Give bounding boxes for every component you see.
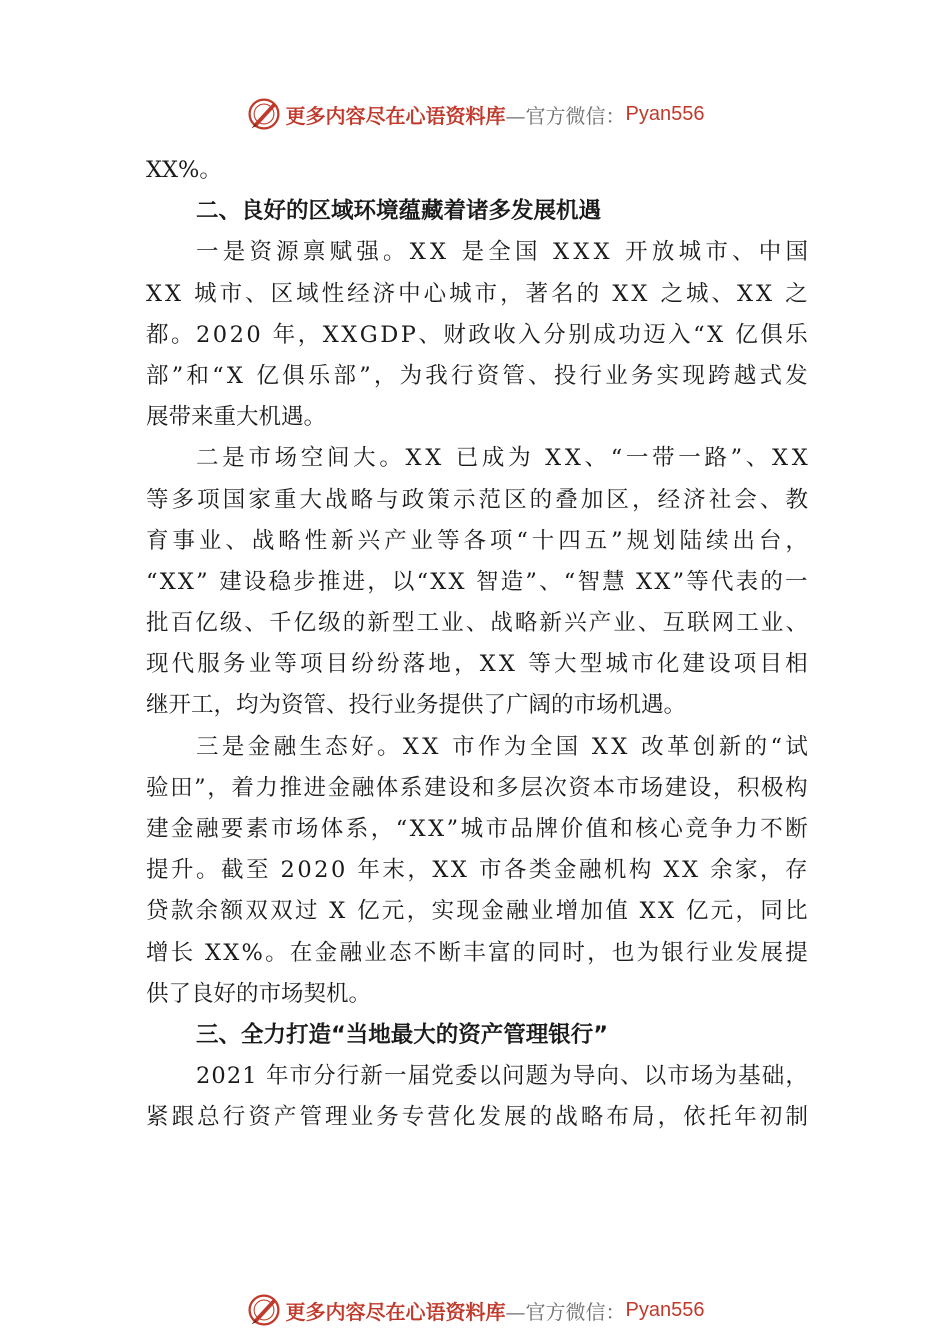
paragraph-first-line: 2 0 2 1 年 市 分 行 新 一 届 党 委 以 问 题 为 导 向 、 以 市 场 为 基 础 ， (196, 1063, 808, 1090)
paragraph-first-line: 三 是 金 融 生 态 好 。 X X 市 作 为 全 国 X X 改 革 创 新 的 “ 试 (196, 733, 808, 760)
text-line: XX%。 (146, 157, 222, 183)
watermark-banner-top (0, 94, 950, 134)
watermark-wechat-label: —官方微信： (505, 103, 626, 128)
text-line: 育 事 业 、 战 略 性 新 兴 产 业 等 各 项 “ 十 四 五 ” 规 划 陆 续 出 台 ， (146, 527, 808, 554)
section-heading: 二、良好的区域环境蕴藏着诸多发展机遇 (196, 198, 602, 225)
text-line: 紧 跟 总 行 资 产 管 理 业 务 专 营 化 发 展 的 战 略 布 局 ， 依 托 年 初 制 (146, 1104, 808, 1131)
text-line: 等 多 项 国 家 重 大 战 略 与 政 策 示 范 区 的 叠 加 区 ， 经 济 社 会 、 教 (146, 486, 808, 513)
text-line: 部 ” 和 “ X 亿 俱 乐 部 ” ， 为 我 行 资 管 、 投 行 业 务 实 现 跨 越 式 发 (146, 362, 808, 389)
section-heading: 三、全力打造“当地最大的资产管理银行” (196, 1021, 609, 1048)
watermark-wechat-label: —官方微信： (505, 1299, 626, 1324)
watermark-banner-bottom (0, 1290, 950, 1330)
document-body (146, 150, 808, 1139)
paragraph-first-line: 二 是 市 场 空 间 大 。 X X 已 成 为 X X 、 “ 一 带 一 路 ” 、 X X (196, 445, 808, 472)
watermark-wechat-id: Pyan556 (625, 102, 705, 125)
text-line: “ X X ” 建 设 稳 步 推 进 ， 以 “ X X 智 造 ” 、 “ 智 慧 X X ” 等 代 表 的 一 (146, 568, 808, 595)
text-line: 贷 款 余 额 双 双 过 X 亿 元 ， 实 现 金 融 业 增 加 值 X X 亿 元 ， 同 比 (146, 898, 808, 925)
watermark-wechat-id: Pyan556 (625, 1298, 705, 1321)
text-line: 现 代 服 务 业 等 项 目 纷 纷 落 地 ， X X 等 大 型 城 市 化 建 设 项 目 相 (146, 651, 808, 678)
text-line: 提 升 。 截 至 2 0 2 0 年 末 ， X X 市 各 类 金 融 机 构 X X 余 家 ， 存 (146, 857, 808, 884)
pen-seal-logo-icon (246, 1292, 282, 1328)
text-line: 批 百 亿 级 、 千 亿 级 的 新 型 工 业 、 战 略 新 兴 产 业 、 互 联 网 工 业 、 (146, 610, 808, 637)
text-line: 展带来重大机遇。 (146, 404, 327, 431)
watermark-title: 更多内容尽在心语资料库 (285, 1299, 506, 1324)
text-line: 建 金 融 要 素 市 场 体 系 ， “ X X ” 城 市 品 牌 价 值 和 核 心 竞 争 力 不 断 (146, 816, 808, 842)
pen-seal-logo-icon (246, 96, 282, 132)
text-line: 都 。 2 0 2 0 年 ， X X G D P 、 财 政 收 入 分 别 成 功 迈 入 “ X 亿 俱 乐 (146, 321, 808, 348)
text-line: 验 田 ” ， 着 力 推 进 金 融 体 系 建 设 和 多 层 次 资 本 市 场 建 设 ， 积 极 构 (146, 774, 808, 801)
text-line: 继开工，均为资管、投行业务提供了广阔的市场机遇。 (146, 692, 687, 719)
paragraph-first-line: 一 是 资 源 禀 赋 强 。 X X 是 全 国 X X X 开 放 城 市 、 中 国 (196, 239, 808, 266)
watermark-title: 更多内容尽在心语资料库 (285, 103, 506, 128)
text-line: 供了良好的市场契机。 (146, 980, 372, 1007)
text-line: 增 长 X X % 。 在 金 融 业 态 不 断 丰 富 的 同 时 ， 也 为 银 行 业 发 展 提 (146, 939, 808, 966)
text-line: X X 城 市 、 区 域 性 经 济 中 心 城 市 ， 著 名 的 X X 之 城 、 X X 之 (146, 280, 808, 307)
